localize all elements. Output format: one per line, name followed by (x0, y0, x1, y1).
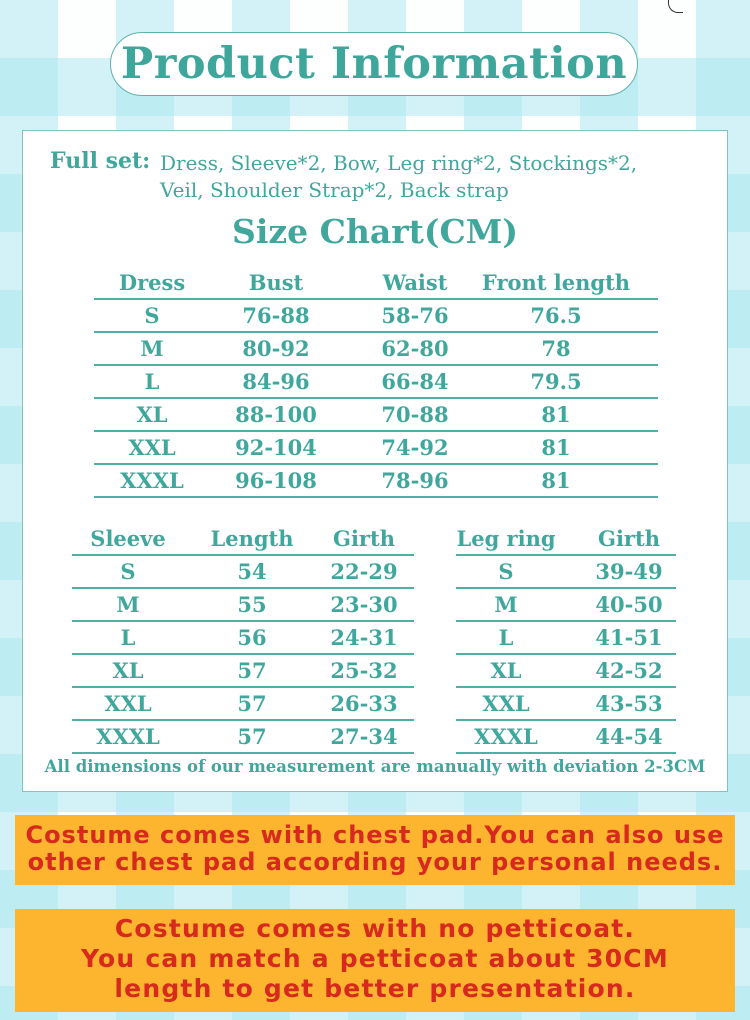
sleeve-table-cell: XL (112, 658, 144, 683)
sleeve-table-cell: 22-29 (330, 559, 398, 584)
sleeve-table-row (72, 721, 414, 754)
sleeve-table-header-cell: Girth (333, 526, 395, 551)
leg-ring-table-row (456, 655, 676, 688)
leg-ring-table-cell: 41-51 (595, 625, 663, 650)
sleeve-table-cell: 57 (237, 724, 267, 749)
sleeve-table-cell: 57 (237, 691, 267, 716)
sleeve-table-cell: 26-33 (330, 691, 398, 716)
leg-ring-table-row (456, 556, 676, 589)
leg-ring-table-header-row (456, 523, 676, 556)
leg-ring-table-row (456, 688, 676, 721)
sleeve-table-header-row (72, 523, 414, 556)
leg-ring-table-cell: XL (490, 658, 522, 683)
leg-ring-table-row (456, 622, 676, 655)
petticoat-notice-line1: Costume comes with no petticoat. (114, 914, 636, 943)
dress-table-cell: S (144, 303, 160, 328)
dress-table-row (94, 333, 658, 366)
petticoat-notice (15, 909, 735, 1012)
dress-table-cell: 81 (541, 468, 571, 493)
size-chart-title: Size Chart(CM) (232, 212, 518, 251)
dress-table-row (94, 399, 658, 432)
chest-pad-notice (15, 815, 735, 885)
leg-ring-table-row (456, 589, 676, 622)
sleeve-table-cell: M (116, 592, 140, 617)
leg-ring-table-divider (456, 752, 676, 754)
dress-table-cell: 79.5 (530, 369, 582, 394)
sleeve-table-row (72, 688, 414, 721)
page-title: Product Information (120, 39, 628, 89)
sleeve-table-row (72, 622, 414, 655)
dress-table-header-cell: Dress (118, 270, 186, 295)
dress-table-header-cell: Waist (382, 270, 448, 295)
dress-table-cell: 76.5 (530, 303, 582, 328)
chest-pad-notice-line2: other chest pad according your personal needs. (27, 848, 723, 876)
sleeve-table-header-cell: Length (210, 526, 294, 551)
dress-table-cell: 74-92 (381, 435, 449, 460)
dress-table-cell: 76-88 (242, 303, 310, 328)
dress-table-divider (94, 496, 658, 498)
sleeve-table-row (72, 655, 414, 688)
dress-table-cell: 78 (541, 336, 571, 361)
dress-table-row (94, 366, 658, 399)
dress-table-header-cell: Bust (248, 270, 304, 295)
petticoat-notice-line2: You can match a petticoat about 30CM (81, 944, 669, 973)
leg-ring-table-cell: 40-50 (595, 592, 663, 617)
dress-table-cell: 66-84 (381, 369, 449, 394)
dress-table-cell: 88-100 (235, 402, 317, 427)
leg-ring-table-header-cell: Girth (598, 526, 660, 551)
dress-table-row (94, 300, 658, 333)
dress-table-cell: 58-76 (381, 303, 449, 328)
dress-table-cell: XL (136, 402, 168, 427)
leg-ring-table-cell: L (498, 625, 514, 650)
chest-pad-notice-line1: Costume comes with chest pad.You can also use (25, 821, 725, 849)
dress-table-cell: 70-88 (381, 402, 449, 427)
sleeve-table-cell: L (120, 625, 136, 650)
leg-ring-table-row (456, 721, 676, 754)
full-set-items-line2: Veil, Shoulder Strap*2, Back strap (160, 178, 509, 202)
full-set-label: Full set: (50, 148, 151, 174)
dress-table-header-cell: Front length (481, 270, 631, 295)
leg-ring-table-cell: 44-54 (595, 724, 663, 749)
dress-table-row (94, 432, 658, 465)
dress-table-cell: 92-104 (235, 435, 317, 460)
sleeve-table-cell: 23-30 (330, 592, 398, 617)
leg-ring-table-cell: S (498, 559, 514, 584)
title-badge (110, 32, 638, 96)
dress-table-cell: 81 (541, 435, 571, 460)
sleeve-table-cell: 55 (237, 592, 267, 617)
dress-table-cell: 78-96 (381, 468, 449, 493)
dress-table-cell: 62-80 (381, 336, 449, 361)
leg-ring-table-cell: 43-53 (595, 691, 663, 716)
leg-ring-table-cell: XXL (482, 691, 530, 716)
dress-table-cell: 96-108 (235, 468, 317, 493)
decorative-stroke (668, 0, 683, 13)
sleeve-table-cell: 54 (237, 559, 267, 584)
sleeve-table-cell: 25-32 (330, 658, 398, 683)
sleeve-table-cell: XXXL (96, 724, 160, 749)
dress-table-cell: 84-96 (242, 369, 310, 394)
measurement-note: All dimensions of our measurement are manually with deviation 2-3CM (44, 757, 706, 776)
dress-table-cell: M (140, 336, 164, 361)
full-set-items-line1: Dress, Sleeve*2, Bow, Leg ring*2, Stockings*2, (160, 151, 638, 175)
leg-ring-table-cell: 39-49 (595, 559, 663, 584)
dress-table-cell: 81 (541, 402, 571, 427)
dress-table-cell: XXL (128, 435, 176, 460)
sleeve-table-row (72, 589, 414, 622)
sleeve-table-header-cell: Sleeve (90, 526, 166, 551)
sleeve-table-cell: 27-34 (330, 724, 398, 749)
petticoat-notice-line3: length to get better presentation. (114, 974, 636, 1003)
sleeve-table-cell: 24-31 (330, 625, 398, 650)
leg-ring-table-cell: M (494, 592, 518, 617)
leg-ring-table-cell: XXXL (474, 724, 538, 749)
sleeve-table-divider (72, 752, 414, 754)
dress-table-cell: L (144, 369, 160, 394)
sleeve-table-cell: 57 (237, 658, 267, 683)
sleeve-table-cell: XXL (104, 691, 152, 716)
leg-ring-table-header-cell: Leg ring (456, 526, 556, 551)
sleeve-table-cell: S (120, 559, 136, 584)
sleeve-table-row (72, 556, 414, 589)
leg-ring-table-cell: 42-52 (595, 658, 663, 683)
sleeve-table-cell: 56 (237, 625, 267, 650)
dress-table-header-row (94, 267, 658, 300)
dress-table-cell: XXXL (120, 468, 184, 493)
dress-table-cell: 80-92 (242, 336, 310, 361)
dress-table-row (94, 465, 658, 498)
